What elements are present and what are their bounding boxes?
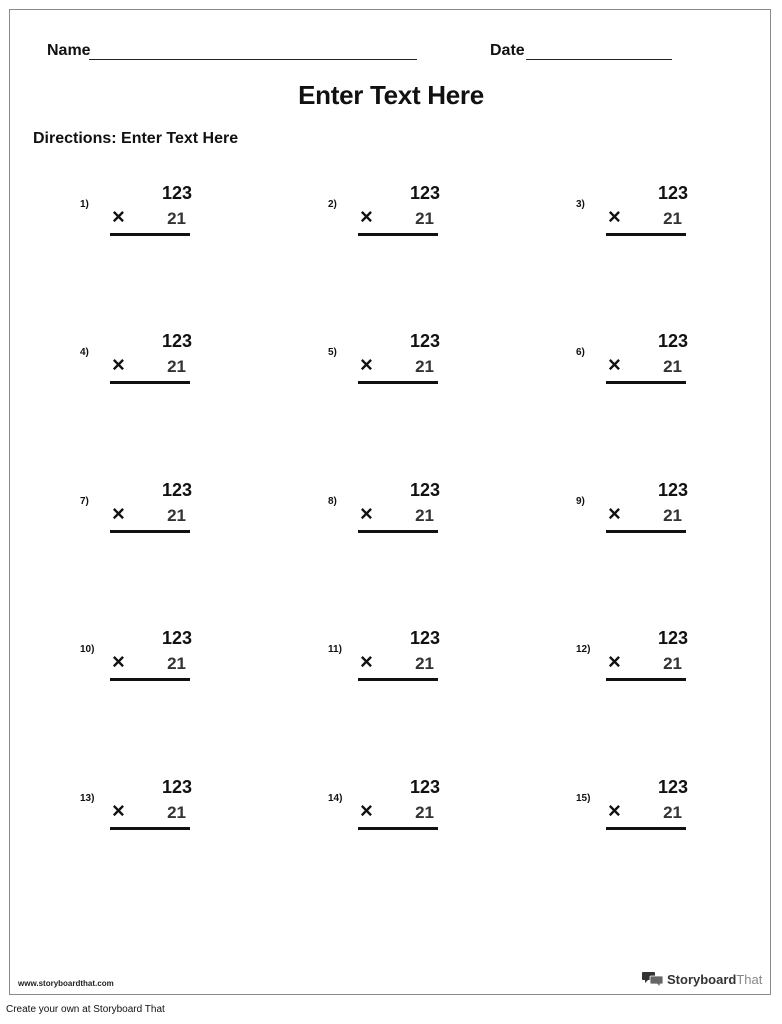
answer-line: [110, 233, 190, 236]
multiply-icon: ×: [360, 798, 373, 823]
problem-number: 4): [80, 347, 89, 358]
multiplier: 21: [415, 654, 434, 673]
multiplicand: 123: [161, 480, 192, 500]
problem-number: 7): [80, 496, 89, 507]
multiplier: 21: [167, 506, 186, 525]
multiplicand: 123: [409, 183, 440, 203]
brand-name-bold: Storyboard: [667, 971, 737, 987]
brand-name-light: That: [736, 971, 763, 987]
problem-number: 14): [328, 793, 343, 804]
multiply-icon: ×: [608, 352, 621, 377]
problem-10: [80, 628, 270, 708]
worksheet-title[interactable]: Enter Text Here: [298, 80, 484, 110]
multiplicand: 123: [409, 331, 440, 351]
problem-1: [80, 183, 270, 263]
multiply-icon: ×: [608, 798, 621, 823]
multiply-icon: ×: [112, 204, 125, 229]
multiplier: 21: [415, 803, 434, 822]
multiplier: 21: [663, 209, 682, 228]
multiplicand: 123: [657, 331, 688, 351]
multiplier: 21: [167, 357, 186, 376]
problem-4: [80, 331, 270, 411]
answer-line: [110, 381, 190, 384]
answer-line: [606, 827, 686, 830]
problem-number: 13): [80, 793, 95, 804]
multiply-icon: ×: [112, 501, 125, 526]
problem-13: [80, 777, 270, 857]
multiplicand: 123: [161, 331, 192, 351]
answer-line: [606, 233, 686, 236]
name-field-line[interactable]: [89, 59, 417, 60]
multiplicand: 123: [161, 628, 192, 648]
multiplier: 21: [663, 654, 682, 673]
speech-bubbles-icon: [642, 970, 664, 988]
problem-number: 11): [328, 644, 342, 655]
create-your-own-link[interactable]: Create your own at Storyboard That: [6, 1004, 165, 1015]
multiplier: 21: [663, 506, 682, 525]
multiplier: 21: [415, 209, 434, 228]
problem-6: [576, 331, 766, 411]
problem-3: [576, 183, 766, 263]
multiply-icon: ×: [360, 501, 373, 526]
problem-12: [576, 628, 766, 708]
multiplier: 21: [663, 357, 682, 376]
multiplier: 21: [167, 803, 186, 822]
multiplicand: 123: [657, 777, 688, 797]
answer-line: [358, 827, 438, 830]
date-label: Date: [490, 42, 525, 59]
problem-number: 12): [576, 644, 591, 655]
answer-line: [110, 678, 190, 681]
problem-number: 3): [576, 199, 585, 210]
problem-5: [328, 331, 518, 411]
answer-line: [358, 530, 438, 533]
multiplier: 21: [167, 209, 186, 228]
problem-8: [328, 480, 518, 560]
multiply-icon: ×: [360, 352, 373, 377]
problem-number: 9): [576, 496, 585, 507]
answer-line: [358, 678, 438, 681]
problem-number: 15): [576, 793, 591, 804]
answer-line: [606, 530, 686, 533]
answer-line: [110, 827, 190, 830]
name-label: Name: [47, 42, 91, 59]
multiply-icon: ×: [360, 649, 373, 674]
multiplier: 21: [415, 357, 434, 376]
problem-2: [328, 183, 518, 263]
problem-14: [328, 777, 518, 857]
answer-line: [358, 381, 438, 384]
multiply-icon: ×: [112, 352, 125, 377]
problem-7: [80, 480, 270, 560]
multiplicand: 123: [161, 777, 192, 797]
multiplicand: 123: [657, 480, 688, 500]
multiply-icon: ×: [112, 798, 125, 823]
answer-line: [606, 678, 686, 681]
problem-number: 1): [80, 199, 89, 210]
problem-number: 2): [328, 199, 337, 210]
date-field-line[interactable]: [526, 59, 672, 60]
problem-number: 5): [328, 347, 337, 358]
problem-number: 6): [576, 347, 585, 358]
answer-line: [358, 233, 438, 236]
multiply-icon: ×: [608, 501, 621, 526]
answer-line: [110, 530, 190, 533]
problem-15: [576, 777, 766, 857]
multiply-icon: ×: [608, 649, 621, 674]
answer-line: [606, 381, 686, 384]
multiply-icon: ×: [112, 649, 125, 674]
problem-number: 10): [80, 644, 95, 655]
problem-number: 8): [328, 496, 337, 507]
multiplicand: 123: [409, 480, 440, 500]
multiplicand: 123: [657, 628, 688, 648]
multiplicand: 123: [409, 628, 440, 648]
multiplier: 21: [415, 506, 434, 525]
storyboardthat-logo: [642, 970, 762, 988]
problem-11: [328, 628, 518, 708]
multiply-icon: ×: [608, 204, 621, 229]
multiplicand: 123: [161, 183, 192, 203]
brand-name: [667, 972, 762, 987]
multiplier: 21: [167, 654, 186, 673]
directions-text[interactable]: Directions: Enter Text Here: [33, 130, 239, 147]
multiply-icon: ×: [360, 204, 373, 229]
multiplier: 21: [663, 803, 682, 822]
multiplicand: 123: [657, 183, 688, 203]
footer-url: www.storyboardthat.com: [18, 979, 114, 988]
problem-9: [576, 480, 766, 560]
multiplicand: 123: [409, 777, 440, 797]
